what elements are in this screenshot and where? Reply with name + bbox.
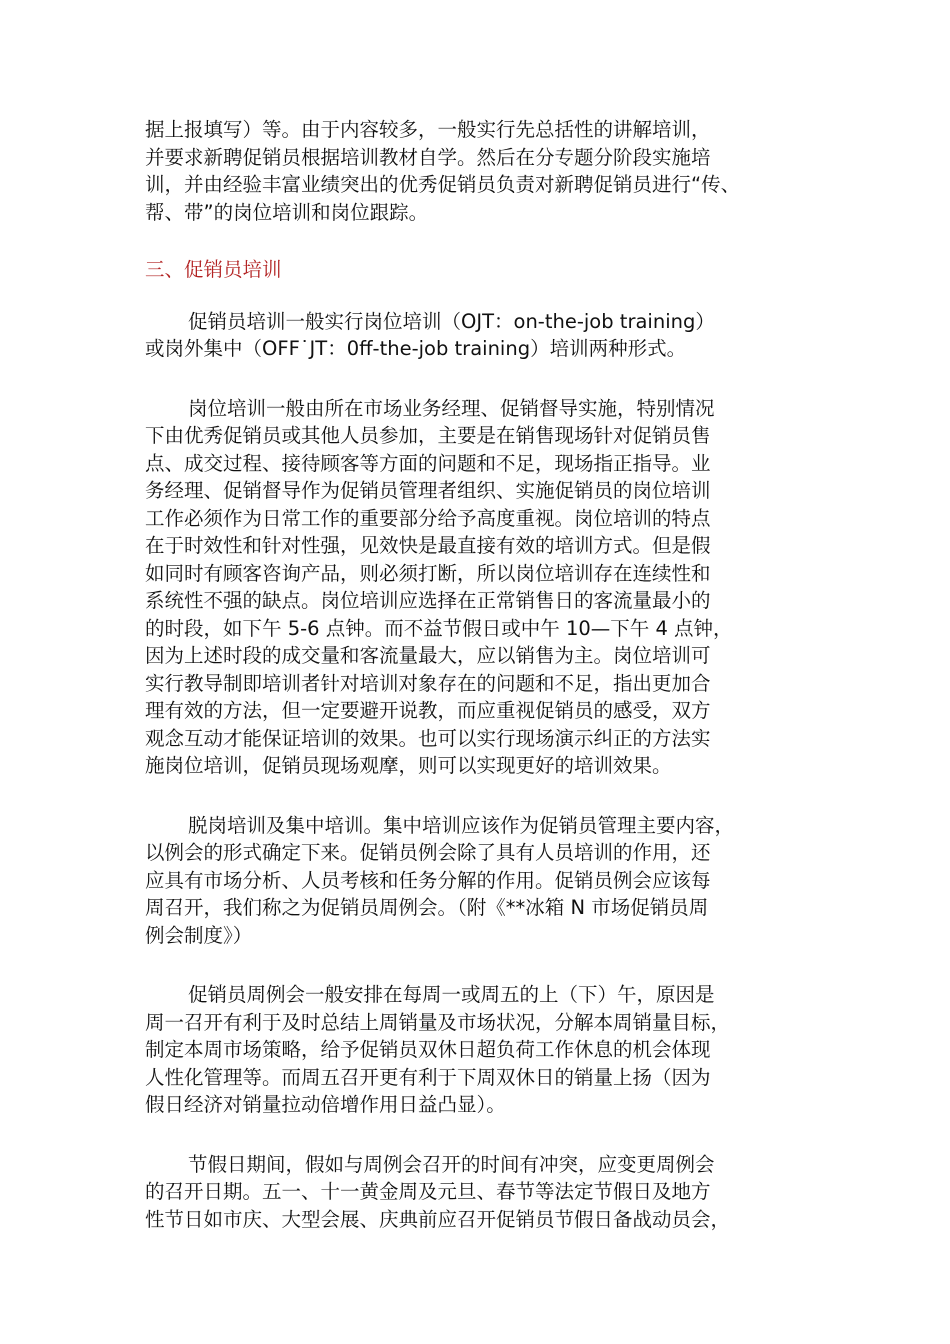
text-line: 的时段，如下午 5-6 点钟。而不益节假日或中午 10—下午 4 点钟，: [145, 616, 733, 640]
text-line: 或岗外集中（OFF˙JT：0ff-the-job training）培训两种形式。: [145, 337, 687, 360]
text-line: 促销员周例会一般安排在每周一或周五的上（下）午，原因是: [188, 983, 715, 1006]
text-line: 在于时效性和针对性强，见效快是最直接有效的培训方式。但是假: [145, 534, 711, 557]
text-line: 的召开日期。五一、十一黄金周及元旦、春节等法定节假日及地方: [145, 1180, 711, 1203]
intro-paragraph: [145, 116, 810, 226]
paragraph-centralized-training: [145, 812, 810, 950]
text-line: 应具有市场分析、人员考核和任务分解的作用。促销员例会应该每: [145, 868, 711, 892]
text-line: 点、成交过程、接待顾客等方面的问题和不足，现场指正指导。业: [145, 451, 711, 475]
text-line: 施岗位培训，促销员现场观摩，则可以实现更好的培训效果。: [145, 754, 672, 777]
text-line: 周一召开有利于及时总结上周销量及市场状况，分解本周销量目标，: [145, 1010, 731, 1034]
text-line: 工作必须作为日常工作的重要部分给予高度重视。岗位培训的特点: [145, 506, 711, 530]
text-line: 因为上述时段的成交量和客流量最大，应以销售为主。岗位培训可: [145, 644, 711, 667]
text-line: 如同时有顾客咨询产品，则必须打断，所以岗位培训存在连续性和: [145, 561, 711, 585]
text-line: 周召开，我们称之为促销员周例会。（附《**冰箱 N 市场促销员周: [145, 896, 709, 919]
text-line: 训，并由经验丰富业绩突出的优秀促销员负责对新聘促销员进行“传、: [145, 173, 741, 196]
text-line: 并要求新聘促销员根据培训教材自学。然后在分专题分阶段实施培: [145, 145, 711, 169]
text-line: 务经理、促销督导作为促销员管理者组织、实施促销员的岗位培训: [145, 479, 711, 502]
text-line: 以例会的形式确定下来。促销员例会除了具有人员培训的作用，还: [145, 841, 711, 864]
paragraph-on-job-training: [145, 395, 810, 780]
text-line: 岗位培训一般由所在市场业务经理、促销督导实施，特别情况: [188, 396, 715, 420]
text-line: 帮、带”的岗位培训和岗位跟踪。: [145, 200, 429, 224]
text-line: 实行教导制即培训者针对培训对象存在的问题和不足，指出更加合: [145, 671, 711, 695]
document-page: [145, 116, 810, 1233]
text-line: 例会制度》）: [145, 923, 253, 947]
text-line: 性节日如市庆、大型会展、庆典前应召开促销员节假日备战动员会，: [145, 1207, 731, 1231]
paragraph-weekly-meeting: [145, 981, 810, 1119]
paragraph-holiday-meeting: [145, 1151, 810, 1234]
text-line: 脱岗培训及集中培训。集中培训应该作为促销员管理主要内容，: [188, 813, 735, 837]
text-line: 假日经济对销量拉动倍增作用日益凸显）。: [145, 1093, 506, 1116]
text-line: 下由优秀促销员或其他人员参加，主要是在销售现场针对促销员售: [145, 424, 711, 447]
text-line: 人性化管理等。而周五召开更有利于下周双休日的销量上扬（因为: [145, 1065, 711, 1089]
text-line: 促销员培训一般实行岗位培训（OJT：on-the-job training）: [188, 309, 715, 333]
text-line: 理有效的方法，但一定要避开说教，而应重视促销员的感受，双方: [145, 699, 711, 722]
text-line: 制定本周市场策略，给予促销员双休日超负荷工作休息的机会体现: [145, 1038, 711, 1061]
paragraph-training-forms: [145, 308, 810, 363]
text-line: 观念互动才能保证培训的效果。也可以实行现场演示纠正的方法实: [145, 726, 711, 750]
text-line: 系统性不强的缺点。岗位培训应选择在正常销售日的客流量最小的: [145, 589, 711, 612]
text-line: 节假日期间，假如与周例会召开的时间有冲突，应变更周例会: [188, 1152, 715, 1176]
section-heading: 三、促销员培训: [145, 258, 282, 281]
text-line: 据上报填写）等。由于内容较多，一般实行先总括性的讲解培训，: [145, 118, 711, 141]
